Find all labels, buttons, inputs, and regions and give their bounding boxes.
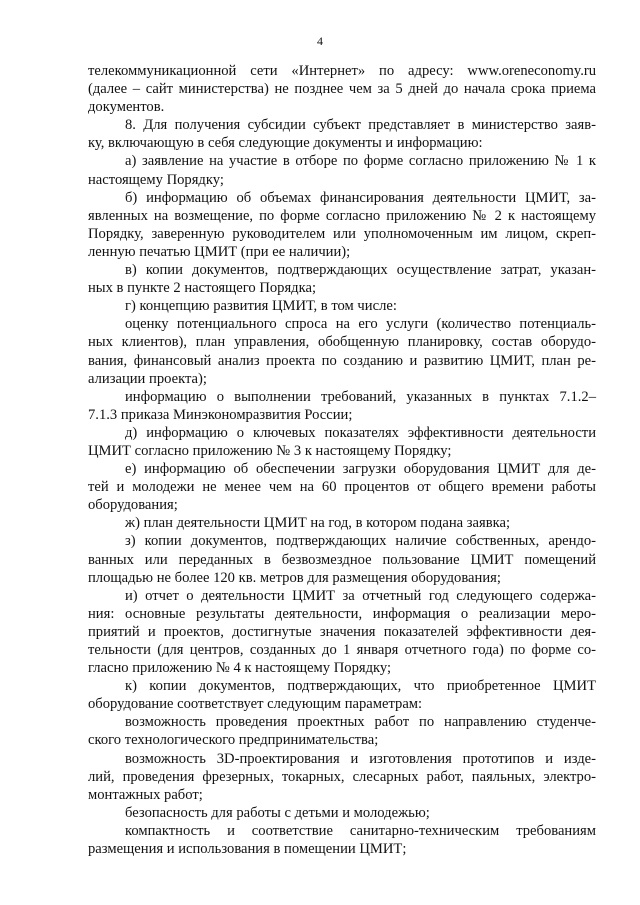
text-line: ленную печатью ЦМИТ (при ее наличии);	[88, 243, 351, 260]
text-line: возможность 3D-проектирования и изготовления прототипов и изде-	[125, 750, 596, 767]
text-line: безопасность для работы с детьми и молодежью;	[125, 804, 430, 821]
text-line: оборудования;	[88, 497, 178, 514]
text-line: информацию о выполнении требований, указанных в пунктах 7.1.2–	[125, 388, 596, 405]
text-line: е) информацию об обеспечении загрузки оборудования ЦМИТ для де-	[125, 461, 596, 478]
text-line: размещения и использования в помещении ЦМИТ;	[88, 841, 407, 858]
text-line: ния: основные результаты деятельности, информация о реализации меро-	[88, 605, 596, 622]
text-line: ванных или переданных в безвозмездное пользование ЦМИТ помещений	[88, 551, 596, 568]
text-line: явленных на возмещение, по форме согласно приложению № 2 к настоящему	[88, 207, 596, 224]
text-line: лий, проведения фрезерных, токарных, слесарных работ, паяльных, электро-	[88, 768, 596, 785]
document-body	[88, 62, 596, 858]
text-line: возможность проведения проектных работ по направлению студенче-	[125, 714, 596, 731]
text-line: гласно приложению № 4 к настоящему Порядку;	[88, 660, 392, 677]
text-line: 8. Для получения субсидии субъект представляет в министерство заяв-	[125, 117, 596, 134]
text-line: тельности (для центров, созданных до 1 января отчетного года) по форме со-	[88, 642, 596, 658]
text-line: тей и молодежи не менее чем на 60 процентов от общего времени работы	[88, 479, 596, 496]
text-line: Порядку, заверенную руководителем или уполномоченным им лицом, скреп-	[88, 225, 596, 242]
text-line: ных клиентов), план управления, обобщенную планировку, состав оборудо-	[88, 334, 596, 351]
text-line: 7.1.3 приказа Минэкономразвития России;	[88, 406, 353, 423]
text-line: ского технологического предпринимательства;	[88, 732, 379, 749]
text-line: монтажных работ;	[88, 786, 203, 803]
text-line: компактность и соответствие санитарно-техническим требованиям	[125, 822, 596, 839]
text-line: настоящему Порядку;	[88, 171, 224, 188]
text-line: ных в пункте 2 настоящего Порядка;	[88, 280, 316, 297]
text-line: ЦМИТ согласно приложению № 3 к настоящему Порядку;	[88, 442, 452, 459]
text-line: а) заявление на участие в отборе по форме согласно приложению № 1 к	[125, 153, 596, 170]
text-line: площадью не более 120 кв. метров для размещения оборудования;	[88, 569, 501, 586]
text-line: документов.	[88, 99, 165, 116]
text-line: ализации проекта);	[88, 370, 207, 387]
text-line: ж) план деятельности ЦМИТ на год, в котором подана заявка;	[125, 515, 511, 532]
text-line: ку, включающую в себя следующие документы и информацию:	[88, 135, 483, 152]
text-line: оборудование соответствует следующим параметрам:	[88, 696, 423, 713]
text-line: оценку потенциального спроса на его услуги (количество потенциаль-	[125, 316, 596, 333]
text-line: к) копии документов, подтверждающих, что приобретенное ЦМИТ	[125, 678, 596, 695]
text-line: вания, финансовый анализ проекта по созданию и развитию ЦМИТ, план ре-	[88, 352, 596, 369]
text-line: приятий и проектов, достигнутые значения показателей эффективности дея-	[88, 623, 596, 640]
page-number: 4	[317, 34, 323, 48]
text-line: б) информацию об объемах финансирования деятельности ЦМИТ, за-	[125, 189, 596, 206]
text-line: д) информацию о ключевых показателях эффективности деятельности	[125, 424, 596, 441]
text-line: и) отчет о деятельности ЦМИТ за отчетный год следующего содержа-	[125, 587, 596, 604]
text-line: з) копии документов, подтверждающих наличие собственных, арендо-	[125, 533, 596, 550]
text-line: в) копии документов, подтверждающих осуществление затрат, указан-	[125, 262, 596, 279]
text-line: г) концепцию развития ЦМИТ, в том числе:	[125, 298, 397, 315]
text-line: телекоммуникационной сети «Интернет» по адресу: www.oreneconomy.ru	[88, 63, 596, 79]
text-line: (далее – сайт министерства) не позднее чем за 5 дней до начала срока приема	[88, 81, 596, 98]
